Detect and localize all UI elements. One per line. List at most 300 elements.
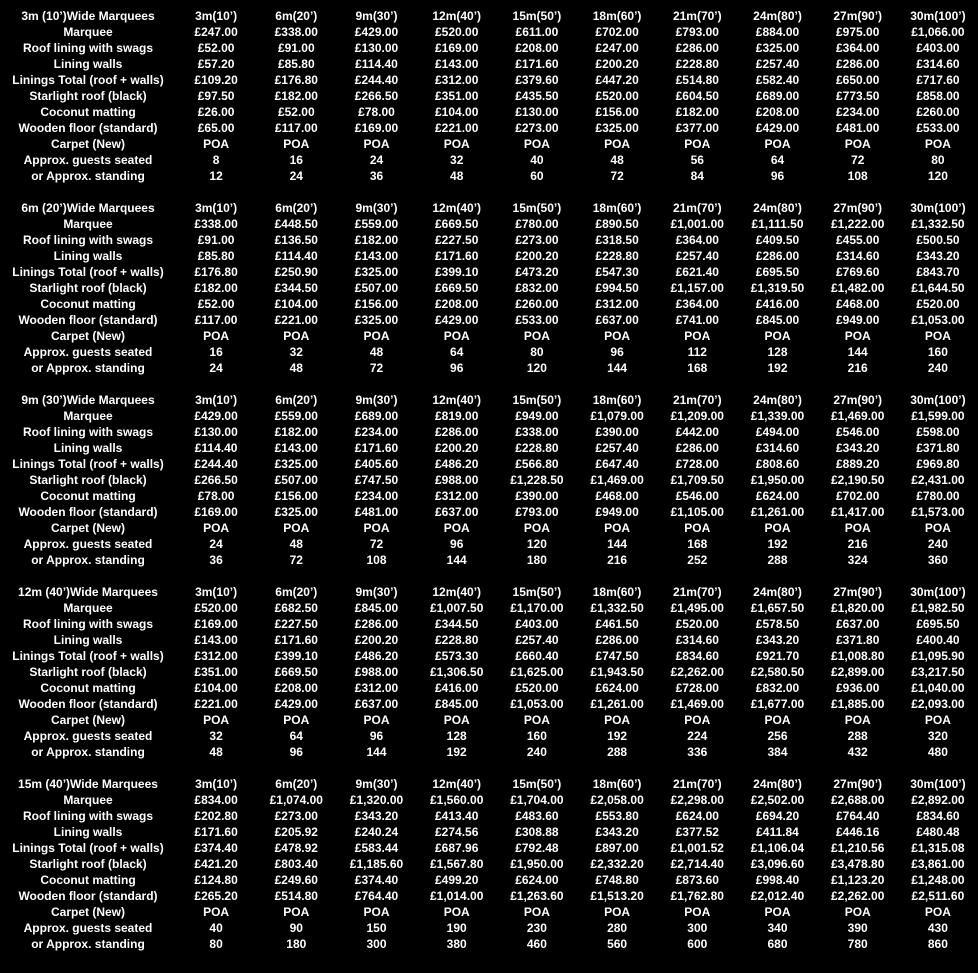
column-header: 9m(30’) bbox=[355, 585, 398, 599]
price-cell: POA bbox=[764, 137, 791, 151]
price-cell: £890.50 bbox=[595, 217, 639, 231]
price-cell: £371.80 bbox=[916, 441, 960, 455]
column-header: 18m(60’) bbox=[592, 9, 642, 23]
price-cell: £499.20 bbox=[435, 873, 479, 887]
price-cell: £374.40 bbox=[354, 873, 399, 887]
price-cell: 120 bbox=[526, 537, 547, 551]
price-cell: £202.80 bbox=[194, 809, 238, 823]
column-header: 15m(50’) bbox=[512, 393, 562, 407]
column-header: 18m(60’) bbox=[592, 585, 642, 599]
row-label: Lining walls bbox=[53, 57, 123, 71]
price-cell: 240 bbox=[927, 537, 948, 551]
price-cell: 192 bbox=[767, 537, 788, 551]
price-cell: £273.00 bbox=[515, 233, 559, 247]
price-cell: £897.00 bbox=[595, 841, 639, 855]
price-cell: 190 bbox=[446, 921, 467, 935]
price-cell: £343.20 bbox=[755, 633, 800, 647]
price-cell: £379.60 bbox=[515, 73, 559, 87]
row-label: Marquee bbox=[63, 793, 113, 807]
price-cell: 180 bbox=[286, 937, 307, 951]
row-label: Linings Total (roof + walls) bbox=[12, 265, 164, 279]
price-cell: £221.00 bbox=[435, 121, 479, 135]
price-cell: £2,332.20 bbox=[590, 857, 644, 871]
price-table-section bbox=[0, 584, 978, 760]
price-cell: £1,209.00 bbox=[670, 409, 724, 423]
column-header: 18m(60’) bbox=[592, 393, 642, 407]
price-cell: £104.00 bbox=[274, 297, 318, 311]
price-cell: £598.00 bbox=[916, 425, 960, 439]
price-cell: POA bbox=[523, 137, 550, 151]
price-cell: £769.60 bbox=[836, 265, 880, 279]
column-header: 30m(100’) bbox=[910, 201, 966, 215]
price-cell: £265.20 bbox=[194, 889, 238, 903]
column-header: 9m(30’) bbox=[355, 393, 398, 407]
price-cell: 72 bbox=[289, 553, 303, 567]
price-cell: £247.00 bbox=[194, 25, 238, 39]
price-cell: 144 bbox=[847, 345, 868, 359]
price-cell: £780.00 bbox=[916, 489, 960, 503]
price-cell: £182.00 bbox=[194, 281, 238, 295]
price-cell: £624.00 bbox=[595, 681, 639, 695]
price-cell: POA bbox=[684, 713, 711, 727]
price-cell: £405.60 bbox=[354, 457, 399, 471]
price-cell: 40 bbox=[530, 153, 544, 167]
price-cell: £689.00 bbox=[354, 409, 399, 423]
price-cell: 192 bbox=[607, 729, 628, 743]
row-label: Starlight roof (black) bbox=[29, 857, 147, 871]
price-cell: £228.80 bbox=[435, 633, 479, 647]
price-cell: £1,001.52 bbox=[670, 841, 724, 855]
price-cell: £171.60 bbox=[354, 441, 399, 455]
price-cell: POA bbox=[283, 521, 310, 535]
row-label: Approx. guests seated bbox=[23, 729, 153, 743]
price-cell: £143.00 bbox=[435, 57, 479, 71]
price-cell: £399.10 bbox=[435, 265, 479, 279]
row-label: Linings Total (roof + walls) bbox=[12, 649, 164, 663]
price-cell: £343.20 bbox=[916, 249, 960, 263]
price-cell: £975.00 bbox=[836, 25, 880, 39]
price-cell: 12 bbox=[209, 169, 223, 183]
price-cell: £1,014.00 bbox=[430, 889, 484, 903]
price-cell: £1,599.00 bbox=[911, 409, 965, 423]
price-cell: £834.60 bbox=[675, 649, 719, 663]
column-header: 6m(20’) bbox=[275, 777, 318, 791]
price-cell: £1,513.20 bbox=[590, 889, 644, 903]
price-cell: POA bbox=[764, 713, 791, 727]
price-cell: £244.40 bbox=[194, 457, 238, 471]
price-cell: £351.00 bbox=[194, 665, 238, 679]
price-cell: £2,431.00 bbox=[911, 473, 965, 487]
price-cell: £250.90 bbox=[274, 265, 318, 279]
column-header: 3m(10’) bbox=[195, 9, 238, 23]
price-cell: 288 bbox=[607, 745, 628, 759]
price-cell: POA bbox=[844, 329, 871, 343]
price-cell: POA bbox=[203, 905, 230, 919]
price-cell: £514.80 bbox=[274, 889, 318, 903]
price-cell: 336 bbox=[687, 745, 708, 759]
price-cell: £314.60 bbox=[675, 633, 719, 647]
price-cell: £1,943.50 bbox=[590, 665, 644, 679]
price-cell: POA bbox=[844, 905, 871, 919]
price-cell: 24 bbox=[209, 537, 223, 551]
column-header: 24m(80’) bbox=[753, 585, 802, 599]
row-label: Roof lining with swags bbox=[23, 425, 153, 439]
price-cell: £669.50 bbox=[435, 281, 479, 295]
price-cell: 32 bbox=[209, 729, 223, 743]
price-cell: 168 bbox=[687, 361, 708, 375]
price-cell: £1,170.00 bbox=[510, 601, 564, 615]
price-cell: £286.00 bbox=[675, 441, 719, 455]
row-label: Coconut matting bbox=[40, 873, 136, 887]
price-cell: POA bbox=[844, 521, 871, 535]
price-cell: £748.80 bbox=[595, 873, 639, 887]
price-cell: £208.00 bbox=[435, 297, 479, 311]
price-cell: £171.60 bbox=[194, 825, 238, 839]
price-cell: 48 bbox=[450, 169, 464, 183]
price-cell: £91.00 bbox=[197, 233, 235, 247]
price-cell: 180 bbox=[526, 553, 547, 567]
price-cell: £832.00 bbox=[755, 681, 800, 695]
price-cell: £227.50 bbox=[435, 233, 479, 247]
price-cell: 48 bbox=[369, 345, 384, 359]
price-cell: £169.00 bbox=[435, 41, 479, 55]
price-cell: POA bbox=[363, 137, 390, 151]
price-cell: POA bbox=[523, 521, 550, 535]
price-cell: £845.00 bbox=[755, 313, 800, 327]
column-header: 18m(60’) bbox=[592, 777, 642, 791]
price-cell: 320 bbox=[927, 729, 948, 743]
price-cell: £435.50 bbox=[515, 89, 559, 103]
price-cell: £1,820.00 bbox=[831, 601, 885, 615]
price-cell: 340 bbox=[767, 921, 788, 935]
price-cell: POA bbox=[283, 905, 310, 919]
price-cell: £695.50 bbox=[755, 265, 800, 279]
price-cell: £228.80 bbox=[675, 57, 719, 71]
price-cell: £114.40 bbox=[355, 57, 398, 71]
price-cell: £845.00 bbox=[435, 697, 479, 711]
price-cell: £728.00 bbox=[675, 681, 719, 695]
price-cell: £1,495.00 bbox=[670, 601, 724, 615]
price-cell: £156.00 bbox=[354, 297, 399, 311]
row-label: or Approx. standing bbox=[31, 937, 145, 951]
column-header: 30m(100’) bbox=[910, 777, 966, 791]
price-cell: 24 bbox=[289, 169, 303, 183]
price-cell: £1,709.50 bbox=[670, 473, 724, 487]
price-cell: 150 bbox=[366, 921, 387, 935]
column-header: 12m(40’) bbox=[432, 9, 482, 23]
price-cell: £461.50 bbox=[595, 617, 639, 631]
price-cell: £227.50 bbox=[274, 617, 318, 631]
price-cell: £2,688.00 bbox=[831, 793, 885, 807]
price-cell: £52.00 bbox=[197, 41, 235, 55]
price-cell: £247.00 bbox=[595, 41, 639, 55]
price-cell: 90 bbox=[289, 921, 303, 935]
price-cell: 144 bbox=[607, 361, 628, 375]
price-cell: £2,899.00 bbox=[831, 665, 885, 679]
row-label: Wooden floor (standard) bbox=[18, 889, 158, 903]
price-cell: £780.00 bbox=[515, 217, 559, 231]
price-cell: £624.00 bbox=[515, 873, 559, 887]
column-header: 30m(100’) bbox=[910, 9, 966, 23]
price-cell: £409.50 bbox=[755, 233, 800, 247]
price-cell: £559.00 bbox=[274, 409, 318, 423]
price-cell: 430 bbox=[927, 921, 948, 935]
price-cell: £637.00 bbox=[595, 313, 639, 327]
price-cell: 560 bbox=[607, 937, 628, 951]
price-cell: £176.80 bbox=[274, 73, 318, 87]
price-cell: £468.00 bbox=[836, 297, 880, 311]
price-cell: £442.00 bbox=[675, 425, 719, 439]
price-cell: £429.00 bbox=[274, 697, 318, 711]
price-cell: £559.00 bbox=[354, 217, 399, 231]
row-label: Carpet (New) bbox=[50, 713, 125, 727]
price-cell: £1,066.00 bbox=[911, 25, 965, 39]
price-cell: £274.56 bbox=[435, 825, 479, 839]
price-cell: £200.20 bbox=[595, 57, 639, 71]
column-header: 27m(90’) bbox=[833, 777, 883, 791]
price-cell: 64 bbox=[450, 345, 464, 359]
column-header: 6m(20’) bbox=[275, 585, 318, 599]
row-label: or Approx. standing bbox=[31, 745, 145, 759]
price-cell: £325.00 bbox=[595, 121, 639, 135]
column-header: 21m(70’) bbox=[672, 201, 722, 215]
price-cell: £604.50 bbox=[675, 89, 719, 103]
price-table-section bbox=[0, 8, 978, 184]
price-cell: £117.00 bbox=[274, 121, 318, 135]
row-label: Carpet (New) bbox=[50, 521, 125, 535]
price-cell: £473.20 bbox=[515, 265, 559, 279]
price-cell: £468.00 bbox=[595, 489, 639, 503]
price-cell: £371.80 bbox=[836, 633, 880, 647]
price-cell: 224 bbox=[687, 729, 708, 743]
price-cell: £1,248.00 bbox=[911, 873, 965, 887]
price-cell: £312.00 bbox=[435, 489, 479, 503]
price-cell: POA bbox=[283, 713, 310, 727]
column-header: 21m(70’) bbox=[672, 393, 722, 407]
column-header: 21m(70’) bbox=[672, 777, 722, 791]
price-cell: £702.00 bbox=[836, 489, 880, 503]
price-cell: 120 bbox=[526, 361, 547, 375]
price-cell: £520.00 bbox=[595, 89, 639, 103]
price-cell: 112 bbox=[687, 345, 707, 359]
price-cell: 216 bbox=[847, 361, 868, 375]
column-header: 6m(20’) bbox=[275, 9, 318, 23]
price-cell: 160 bbox=[526, 729, 547, 743]
price-cell: POA bbox=[363, 905, 390, 919]
price-cell: £969.80 bbox=[916, 457, 960, 471]
price-cell: £228.80 bbox=[515, 441, 559, 455]
price-cell: £176.80 bbox=[194, 265, 238, 279]
row-label: Lining walls bbox=[53, 441, 123, 455]
price-cell: £741.00 bbox=[675, 313, 719, 327]
price-cell: £124.80 bbox=[194, 873, 238, 887]
price-table-section bbox=[0, 392, 978, 568]
price-cell: 240 bbox=[927, 361, 948, 375]
price-cell: £312.00 bbox=[435, 73, 479, 87]
price-cell: £286.00 bbox=[755, 249, 800, 263]
price-cell: £143.00 bbox=[194, 633, 238, 647]
price-cell: POA bbox=[604, 137, 631, 151]
price-cell: £1,001.00 bbox=[670, 217, 724, 231]
price-cell: £507.00 bbox=[354, 281, 399, 295]
price-cell: £1,704.00 bbox=[510, 793, 564, 807]
price-cell: £1,007.50 bbox=[430, 601, 484, 615]
price-cell: £1,625.00 bbox=[510, 665, 564, 679]
price-cell: £169.00 bbox=[194, 617, 238, 631]
price-cell: £819.00 bbox=[435, 409, 479, 423]
price-cell: £200.20 bbox=[354, 633, 399, 647]
price-cell: £486.20 bbox=[354, 649, 399, 663]
price-cell: £717.60 bbox=[916, 73, 960, 87]
price-cell: 84 bbox=[690, 169, 704, 183]
price-cell: £338.00 bbox=[274, 25, 318, 39]
price-cell: £413.40 bbox=[435, 809, 479, 823]
price-cell: 108 bbox=[366, 553, 387, 567]
price-cell: 324 bbox=[847, 553, 868, 567]
price-cell: £273.00 bbox=[274, 809, 318, 823]
price-cell: £104.00 bbox=[194, 681, 238, 695]
price-cell: £624.00 bbox=[675, 809, 719, 823]
price-cell: £171.60 bbox=[515, 57, 559, 71]
price-cell: POA bbox=[604, 713, 631, 727]
price-cell: £130.00 bbox=[354, 41, 399, 55]
price-cell: £1,210.56 bbox=[831, 841, 885, 855]
price-cell: 160 bbox=[927, 345, 948, 359]
price-cell: £130.00 bbox=[194, 425, 238, 439]
price-cell: £682.50 bbox=[274, 601, 318, 615]
price-cell: £2,262.00 bbox=[670, 665, 724, 679]
price-cell: £338.00 bbox=[194, 217, 238, 231]
price-cell: 48 bbox=[209, 745, 223, 759]
row-label: Approx. guests seated bbox=[23, 345, 153, 359]
price-cell: 252 bbox=[687, 553, 708, 567]
row-label: Coconut matting bbox=[40, 297, 136, 311]
price-cell: £403.00 bbox=[515, 617, 559, 631]
price-cell: £793.00 bbox=[675, 25, 719, 39]
price-cell: £520.00 bbox=[916, 297, 960, 311]
price-cell: 96 bbox=[450, 361, 464, 375]
price-cell: £1,469.00 bbox=[831, 409, 885, 423]
price-cell: 680 bbox=[767, 937, 788, 951]
row-label: Roof lining with swags bbox=[23, 809, 153, 823]
price-cell: £200.20 bbox=[515, 249, 559, 263]
row-label: Wooden floor (standard) bbox=[18, 697, 158, 711]
price-cell: POA bbox=[283, 329, 310, 343]
price-cell: £171.60 bbox=[274, 633, 318, 647]
price-cell: £1,482.00 bbox=[831, 281, 885, 295]
price-cell: £205.92 bbox=[274, 825, 318, 839]
price-cell: POA bbox=[443, 713, 470, 727]
price-cell: £1,123.20 bbox=[831, 873, 885, 887]
column-header: 12m(40’) bbox=[432, 393, 482, 407]
price-cell: 48 bbox=[289, 361, 303, 375]
price-cell: £234.00 bbox=[354, 489, 399, 503]
price-cell: £1,657.50 bbox=[750, 601, 805, 615]
price-cell: £104.00 bbox=[435, 105, 479, 119]
price-cell: £208.00 bbox=[274, 681, 318, 695]
price-cell: 36 bbox=[369, 169, 384, 183]
price-cell: £343.20 bbox=[354, 809, 399, 823]
price-cell: POA bbox=[684, 521, 711, 535]
price-cell: £624.00 bbox=[755, 489, 800, 503]
price-cell: 96 bbox=[369, 729, 384, 743]
price-cell: £546.00 bbox=[836, 425, 880, 439]
price-cell: 480 bbox=[927, 745, 948, 759]
column-header: 15m(50’) bbox=[512, 777, 562, 791]
price-cell: POA bbox=[203, 137, 230, 151]
price-cell: £91.00 bbox=[277, 41, 315, 55]
price-cell: 192 bbox=[446, 745, 467, 759]
price-cell: £325.00 bbox=[354, 265, 399, 279]
price-cell: £1,008.80 bbox=[831, 649, 885, 663]
price-cell: 230 bbox=[526, 921, 547, 935]
price-cell: £1,982.50 bbox=[911, 601, 965, 615]
row-label: Coconut matting bbox=[40, 105, 136, 119]
price-cell: £318.50 bbox=[595, 233, 639, 247]
column-header: 3m(10’) bbox=[195, 393, 238, 407]
price-cell: £273.00 bbox=[515, 121, 559, 135]
price-cell: £2,093.00 bbox=[911, 697, 965, 711]
price-cell: £208.00 bbox=[755, 105, 800, 119]
price-cell: £411.84 bbox=[756, 825, 799, 839]
price-cell: £400.40 bbox=[916, 633, 960, 647]
price-cell: £364.00 bbox=[675, 297, 719, 311]
column-header: 15m(50’) bbox=[512, 201, 562, 215]
price-cell: 300 bbox=[366, 937, 387, 951]
price-cell: £377.00 bbox=[675, 121, 719, 135]
price-cell: £808.60 bbox=[755, 457, 800, 471]
price-cell: £244.40 bbox=[354, 73, 399, 87]
price-cell: £637.00 bbox=[435, 505, 479, 519]
price-cell: £1,111.50 bbox=[751, 217, 804, 231]
price-cell: 432 bbox=[847, 745, 868, 759]
price-cell: £1,885.00 bbox=[831, 697, 885, 711]
column-header: 3m(10’) bbox=[195, 585, 238, 599]
price-cell: £520.00 bbox=[435, 25, 479, 39]
price-cell: £2,012.40 bbox=[750, 889, 805, 903]
price-cell: 36 bbox=[209, 553, 223, 567]
price-cell: £573.30 bbox=[435, 649, 479, 663]
price-cell: £266.50 bbox=[194, 473, 238, 487]
price-cell: £1,222.00 bbox=[831, 217, 885, 231]
price-cell: £1,567.80 bbox=[430, 857, 484, 871]
price-cell: £234.00 bbox=[836, 105, 880, 119]
price-cell: £949.00 bbox=[595, 505, 639, 519]
price-cell: £2,262.00 bbox=[831, 889, 885, 903]
row-label: Carpet (New) bbox=[50, 329, 125, 343]
price-cell: £936.00 bbox=[836, 681, 880, 695]
price-cell: £208.00 bbox=[515, 41, 559, 55]
column-header: 24m(80’) bbox=[753, 201, 802, 215]
price-cell: POA bbox=[443, 137, 470, 151]
section-title: 15m (40’)Wide Marquees bbox=[18, 777, 158, 791]
price-cell: 72 bbox=[369, 537, 384, 551]
price-cell: £429.00 bbox=[435, 313, 479, 327]
price-cell: 60 bbox=[530, 169, 544, 183]
price-cell: £747.50 bbox=[354, 473, 399, 487]
price-cell: 288 bbox=[847, 729, 868, 743]
row-label: Approx. guests seated bbox=[23, 537, 153, 551]
price-cell: £873.60 bbox=[675, 873, 719, 887]
price-cell: £57.20 bbox=[197, 57, 235, 71]
price-cell: £483.60 bbox=[515, 809, 559, 823]
price-cell: £1,417.00 bbox=[831, 505, 885, 519]
price-cell: 56 bbox=[690, 153, 704, 167]
price-cell: £1,053.00 bbox=[510, 697, 564, 711]
price-cell: £260.00 bbox=[515, 297, 559, 311]
price-cell: £325.00 bbox=[354, 313, 399, 327]
price-cell: £446.16 bbox=[836, 825, 880, 839]
